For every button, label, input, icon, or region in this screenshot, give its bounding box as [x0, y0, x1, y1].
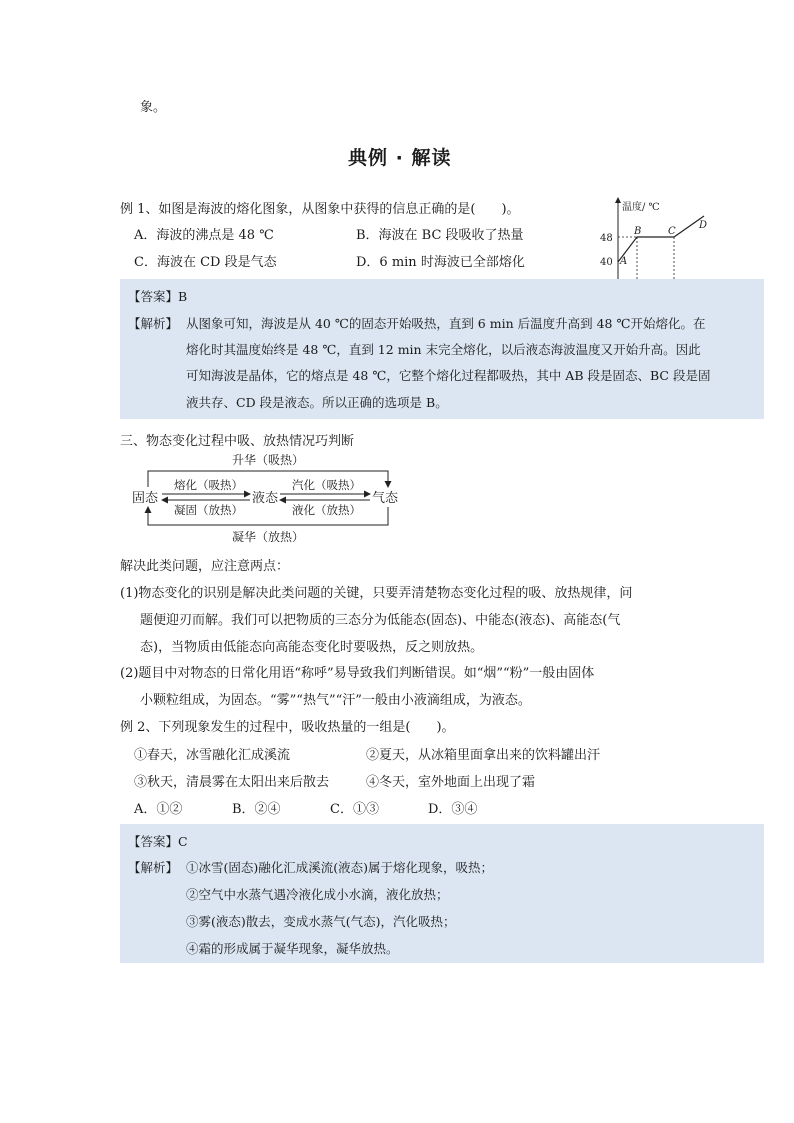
ex2-option-a: A．①②: [134, 802, 183, 817]
ex1-analysis-line-3: 可知海波是晶体，它的熔点是 48 ℃，它整个熔化过程都吸热，其中 AB 段是固态、BC 段是固: [186, 368, 711, 383]
point-a: A: [620, 256, 628, 267]
graph-ylabel: 温度/ ℃: [622, 202, 660, 213]
liquefy-label: 液化（放热）: [292, 503, 361, 517]
ex2-item-4: ④冬天，室外地面上出现了霜: [366, 775, 536, 790]
ex2-analysis-line-2: ②空气中水蒸气遇冷液化成小水滴，液化放热；: [186, 887, 449, 902]
ex2-analysis-label: 【解析】: [128, 860, 179, 875]
ex1-analysis-line-4: 液共存、CD 段是液态。所以正确的选项是 B。: [186, 395, 448, 410]
ex2-analysis-line-1: ①冰雪(固态)融化汇成溪流(液态)属于熔化现象，吸热；: [186, 860, 494, 875]
point-d: D: [699, 220, 708, 231]
liquid-label: 液态: [252, 491, 279, 506]
section-title: 典例 · 解读: [348, 147, 452, 169]
ex2-analysis-line-3: ③雾(液态)散去，变成水蒸气(气态)，汽化吸热；: [186, 914, 456, 929]
note1-line-1: (1)物态变化的识别是解决此类问题的关键，只要弄清楚物态变化过程的吸、放热规律，问: [120, 586, 633, 601]
ytick-40: 40: [600, 257, 613, 268]
note1-line-3: 态)，当物质由低能态向高能态变化时要吸热，反之则放热。: [140, 640, 484, 655]
ex1-analysis-line-1: 从图象可知，海波是从 40 ℃的固态开始吸热，直到 6 min 后温度升高到 48 ℃开始熔化。在: [186, 316, 706, 331]
note1-line-2: 题便迎刃而解。我们可以把物质的三态分为低能态(固态)、中能态(液态)、高能态(气: [140, 613, 621, 628]
ex2-item-3: ③秋天，清晨雾在太阳出来后散去: [134, 775, 330, 790]
ex2-option-d: D．③④: [428, 802, 478, 817]
ex2-item-2: ②夏天，从冰箱里面拿出来的饮料罐出汗: [366, 748, 601, 763]
ex1-question: 例 1、如图是海波的熔化图象，从图象中获得的信息正确的是( )。: [120, 202, 520, 217]
gas-label: 气态: [372, 491, 399, 506]
vaporize-label: 汽化（吸热）: [292, 478, 361, 492]
diagram-bottom-label: 凝华（放热）: [232, 530, 305, 544]
top-fragment: 象。: [140, 100, 167, 115]
ex2-item-1: ①春天，冰雪融化汇成溪流: [134, 748, 291, 763]
point-b: B: [634, 226, 642, 237]
diagram-top-label: 升华（吸热）: [232, 453, 305, 467]
state-change-diagram: [128, 449, 418, 545]
melting-curve: [618, 216, 704, 262]
ex1-option-c: C．海波在 CD 段是气态: [134, 255, 277, 270]
ex2-analysis-line-4: ④霜的形成属于凝华现象，凝华放热。: [186, 941, 399, 956]
freeze-label: 凝固（放热）: [174, 503, 243, 517]
ytick-48: 48: [600, 233, 613, 244]
ex1-analysis-label: 【解析】: [128, 316, 179, 331]
ex1-answer: 【答案】B: [128, 289, 188, 304]
note2-line-1: (2)题目中对物态的日常化用语“称呼”易导致我们判断错误。如“烟”“粉”一般由固体: [120, 666, 595, 681]
ex1-option-d: D．6 min 时海波已全部熔化: [356, 255, 525, 270]
ex2-question: 例 2、下列现象发生的过程中，吸收热量的一组是( )。: [120, 720, 455, 735]
ex1-option-b: B．海波在 BC 段吸收了热量: [356, 228, 524, 243]
solid-label: 固态: [132, 491, 159, 506]
note2-line-2: 小颗粒组成，为固态。“雾”“热气”“汗”一般由小液滴组成，为液态。: [140, 693, 531, 708]
melt-label: 熔化（吸热）: [174, 478, 243, 492]
ex2-answer: 【答案】C: [128, 834, 188, 849]
ex1-option-a: A．海波的沸点是 48 ℃: [134, 228, 274, 243]
point-c: C: [668, 226, 676, 237]
ex1-analysis-line-2: 熔化时其温度始终是 48 ℃，直到 12 min 末完全熔化，以后液态海波温度又开始升高。因此: [186, 342, 701, 357]
ex2-option-c: C．①③: [330, 802, 379, 817]
ex2-option-b: B．②④: [232, 802, 281, 817]
section3-heading: 三、物态变化过程中吸、放热情况巧判断: [120, 434, 355, 449]
notes-intro: 解决此类问题，应注意两点：: [120, 559, 290, 574]
